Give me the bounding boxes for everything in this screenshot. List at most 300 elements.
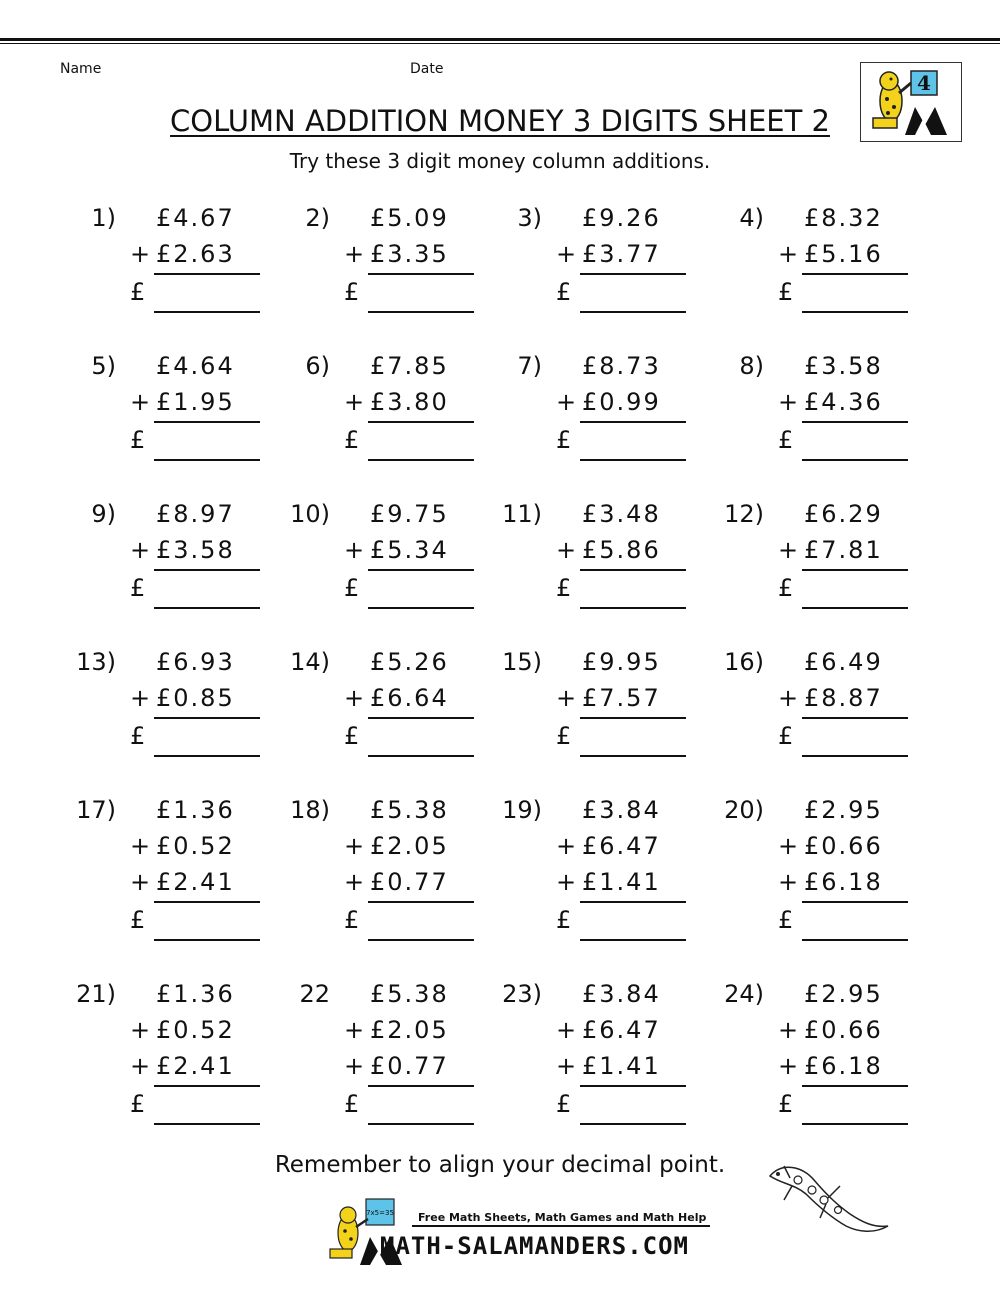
problem-number: 9)	[91, 500, 116, 528]
answer-row[interactable]	[288, 574, 498, 610]
answer-row[interactable]	[722, 278, 932, 314]
addend-value: £3.58	[804, 352, 883, 380]
addend-row	[288, 648, 498, 684]
addend-row	[288, 1052, 498, 1088]
addend-row	[500, 500, 710, 536]
plus-sign: +	[130, 1016, 153, 1044]
currency-symbol: £	[130, 426, 148, 454]
addend-row	[288, 868, 498, 904]
board-text: 7x5=35	[366, 1209, 394, 1217]
answer-row[interactable]	[722, 1090, 932, 1126]
addend-row	[500, 832, 710, 868]
addend-value: £5.34	[370, 536, 449, 564]
sum-underline	[580, 421, 686, 423]
sum-underline	[802, 1085, 908, 1087]
currency-symbol: £	[778, 722, 796, 750]
problem-23	[500, 980, 710, 1126]
addend-value: £2.41	[156, 868, 235, 896]
problem-number: 22	[299, 980, 330, 1008]
sum-underline	[368, 717, 474, 719]
currency-symbol: £	[344, 574, 362, 602]
problem-20	[722, 796, 932, 942]
answer-blank[interactable]	[154, 939, 260, 941]
addend-value: £0.66	[804, 832, 883, 860]
answer-blank[interactable]	[368, 459, 474, 461]
answer-row[interactable]	[288, 278, 498, 314]
problem-number: 10)	[290, 500, 330, 528]
addend-value: £3.77	[582, 240, 661, 268]
addend-row	[500, 1052, 710, 1088]
addend-row	[500, 536, 710, 572]
addend-row	[74, 980, 284, 1016]
plus-sign: +	[556, 1052, 579, 1080]
addend-row	[722, 536, 932, 572]
currency-symbol: £	[778, 906, 796, 934]
problem-17	[74, 796, 284, 942]
addend-value: £4.64	[156, 352, 235, 380]
addend-value: £7.81	[804, 536, 883, 564]
addend-row	[722, 204, 932, 240]
problem-10	[288, 500, 498, 610]
plus-sign: +	[344, 1052, 367, 1080]
name-label: Name	[60, 61, 102, 77]
addend-row	[500, 204, 710, 240]
sum-underline	[802, 569, 908, 571]
addend-row	[74, 536, 284, 572]
addend-row	[288, 1016, 498, 1052]
addend-row	[288, 980, 498, 1016]
problem-number: 20)	[724, 796, 764, 824]
addend-row	[722, 796, 932, 832]
plus-sign: +	[344, 1016, 367, 1044]
addend-row	[74, 868, 284, 904]
addend-row	[74, 204, 284, 240]
plus-sign: +	[778, 1016, 801, 1044]
problem-number: 24)	[724, 980, 764, 1008]
logo-divider	[412, 1225, 710, 1227]
problem-number: 1)	[91, 204, 116, 232]
addend-row	[74, 684, 284, 720]
problem-3	[500, 204, 710, 314]
problem-16	[722, 648, 932, 758]
plus-sign: +	[130, 240, 153, 268]
answer-blank[interactable]	[154, 311, 260, 313]
addend-value: £6.93	[156, 648, 235, 676]
answer-row[interactable]	[500, 1090, 710, 1126]
sum-underline	[154, 901, 260, 903]
plus-sign: +	[778, 388, 801, 416]
answer-row[interactable]	[288, 722, 498, 758]
problem-number: 12)	[724, 500, 764, 528]
answer-row[interactable]	[500, 722, 710, 758]
addend-value: £7.57	[582, 684, 661, 712]
problem-18	[288, 796, 498, 942]
currency-symbol: £	[130, 574, 148, 602]
plus-sign: +	[556, 536, 579, 564]
addend-value: £1.36	[156, 796, 235, 824]
addend-value: £6.49	[804, 648, 883, 676]
sum-underline	[802, 717, 908, 719]
addend-row	[722, 684, 932, 720]
addend-row	[288, 796, 498, 832]
sum-underline	[154, 421, 260, 423]
addend-value: £8.97	[156, 500, 235, 528]
currency-symbol: £	[778, 574, 796, 602]
addend-value: £2.95	[804, 980, 883, 1008]
answer-row[interactable]	[722, 906, 932, 942]
badge-number: 4	[917, 71, 931, 95]
answer-row[interactable]	[288, 1090, 498, 1126]
answer-row[interactable]	[722, 574, 932, 610]
addend-value: £5.16	[804, 240, 883, 268]
answer-blank[interactable]	[802, 459, 908, 461]
addend-row	[288, 388, 498, 424]
brand-tagline: Free Math Sheets, Math Games and Math Help	[418, 1211, 707, 1224]
answer-row[interactable]	[74, 722, 284, 758]
addend-value: £2.41	[156, 1052, 235, 1080]
currency-symbol: £	[556, 906, 574, 934]
addend-row	[500, 684, 710, 720]
addend-value: £8.73	[582, 352, 661, 380]
currency-symbol: £	[778, 278, 796, 306]
answer-blank[interactable]	[802, 607, 908, 609]
addend-row	[722, 832, 932, 868]
answer-row[interactable]	[722, 722, 932, 758]
addend-value: £9.26	[582, 204, 661, 232]
sum-underline	[580, 569, 686, 571]
sum-underline	[154, 273, 260, 275]
answer-blank[interactable]	[368, 755, 474, 757]
addend-value: £0.52	[156, 1016, 235, 1044]
answer-row[interactable]	[74, 426, 284, 462]
problem-number: 14)	[290, 648, 330, 676]
addend-value: £3.84	[582, 980, 661, 1008]
plus-sign: +	[344, 832, 367, 860]
answer-row[interactable]	[500, 426, 710, 462]
answer-blank[interactable]	[368, 311, 474, 313]
problem-6	[288, 352, 498, 462]
addend-row	[74, 832, 284, 868]
addend-value: £3.80	[370, 388, 449, 416]
currency-symbol: £	[344, 906, 362, 934]
sum-underline	[368, 421, 474, 423]
addend-row	[74, 240, 284, 276]
currency-symbol: £	[130, 906, 148, 934]
addend-value: £4.67	[156, 204, 235, 232]
addend-row	[500, 980, 710, 1016]
plus-sign: +	[778, 868, 801, 896]
sum-underline	[154, 1085, 260, 1087]
addend-value: £0.52	[156, 832, 235, 860]
plus-sign: +	[556, 1016, 579, 1044]
addend-value: £9.95	[582, 648, 661, 676]
answer-blank[interactable]	[802, 755, 908, 757]
problem-number: 6)	[305, 352, 330, 380]
answer-blank[interactable]	[802, 939, 908, 941]
problem-14	[288, 648, 498, 758]
addend-row	[288, 832, 498, 868]
sum-underline	[580, 717, 686, 719]
problem-21	[74, 980, 284, 1126]
problem-number: 4)	[739, 204, 764, 232]
brand-name: MATH-SALAMANDERS.COM	[380, 1232, 689, 1260]
plus-sign: +	[344, 868, 367, 896]
addend-row	[722, 352, 932, 388]
problem-2	[288, 204, 498, 314]
footer-note: Remember to align your decimal point.	[274, 1152, 726, 1178]
plus-sign: +	[344, 684, 367, 712]
problem-number: 15)	[502, 648, 542, 676]
addend-row	[74, 796, 284, 832]
sum-underline	[368, 273, 474, 275]
page-title: COLUMN ADDITION MONEY 3 DIGITS SHEET 2	[170, 104, 830, 138]
currency-symbol: £	[344, 426, 362, 454]
addend-row	[288, 352, 498, 388]
plus-sign: +	[344, 388, 367, 416]
currency-symbol: £	[778, 426, 796, 454]
answer-blank[interactable]	[154, 755, 260, 757]
plus-sign: +	[556, 684, 579, 712]
currency-symbol: £	[130, 722, 148, 750]
addend-value: £3.58	[156, 536, 235, 564]
problem-number: 18)	[290, 796, 330, 824]
addend-value: £0.85	[156, 684, 235, 712]
addend-value: £2.05	[370, 1016, 449, 1044]
answer-blank[interactable]	[368, 607, 474, 609]
top-rule	[0, 38, 1000, 44]
currency-symbol: £	[130, 1090, 148, 1118]
problem-4	[722, 204, 932, 314]
sum-underline	[580, 1085, 686, 1087]
plus-sign: +	[778, 684, 801, 712]
answer-row[interactable]	[500, 278, 710, 314]
sum-underline	[368, 1085, 474, 1087]
answer-blank[interactable]	[368, 1123, 474, 1125]
plus-sign: +	[130, 684, 153, 712]
plus-sign: +	[556, 388, 579, 416]
answer-blank[interactable]	[580, 311, 686, 313]
currency-symbol: £	[344, 722, 362, 750]
addend-value: £2.63	[156, 240, 235, 268]
addend-value: £5.09	[370, 204, 449, 232]
sum-underline	[580, 901, 686, 903]
addend-value: £0.77	[370, 868, 449, 896]
addend-value: £4.36	[804, 388, 883, 416]
plus-sign: +	[344, 240, 367, 268]
addend-value: £0.66	[804, 1016, 883, 1044]
addend-value: £7.85	[370, 352, 449, 380]
plus-sign: +	[130, 832, 153, 860]
sum-underline	[802, 421, 908, 423]
salamander-icon	[762, 1156, 892, 1246]
plus-sign: +	[344, 536, 367, 564]
addend-row	[74, 388, 284, 424]
addend-row	[74, 500, 284, 536]
problem-24	[722, 980, 932, 1126]
addend-row	[722, 1016, 932, 1052]
plus-sign: +	[556, 832, 579, 860]
answer-blank[interactable]	[580, 459, 686, 461]
problem-5	[74, 352, 284, 462]
answer-row[interactable]	[74, 574, 284, 610]
problem-22	[288, 980, 498, 1126]
addend-row	[500, 240, 710, 276]
addend-row	[722, 388, 932, 424]
addend-value: £6.64	[370, 684, 449, 712]
sum-underline	[154, 717, 260, 719]
currency-symbol: £	[778, 1090, 796, 1118]
addend-row	[500, 868, 710, 904]
plus-sign: +	[778, 240, 801, 268]
answer-blank[interactable]	[802, 1123, 908, 1125]
problem-number: 8)	[739, 352, 764, 380]
addend-row	[722, 980, 932, 1016]
problem-number: 17)	[76, 796, 116, 824]
currency-symbol: £	[344, 1090, 362, 1118]
addend-value: £0.99	[582, 388, 661, 416]
date-label: Date	[410, 61, 444, 77]
addend-value: £6.18	[804, 868, 883, 896]
answer-blank[interactable]	[802, 311, 908, 313]
addend-value: £5.26	[370, 648, 449, 676]
addend-row	[74, 352, 284, 388]
addend-value: £6.18	[804, 1052, 883, 1080]
currency-symbol: £	[344, 278, 362, 306]
currency-symbol: £	[130, 278, 148, 306]
problem-15	[500, 648, 710, 758]
addend-row	[500, 352, 710, 388]
addend-row	[500, 648, 710, 684]
addend-row	[74, 1052, 284, 1088]
plus-sign: +	[778, 832, 801, 860]
addend-row	[722, 868, 932, 904]
addend-value: £1.41	[582, 868, 661, 896]
addend-row	[722, 1052, 932, 1088]
addend-row	[74, 648, 284, 684]
problem-number: 3)	[517, 204, 542, 232]
problem-number: 5)	[91, 352, 116, 380]
addend-row	[288, 500, 498, 536]
currency-symbol: £	[556, 722, 574, 750]
addend-value: £8.32	[804, 204, 883, 232]
currency-symbol: £	[556, 426, 574, 454]
answer-row[interactable]	[500, 574, 710, 610]
answer-blank[interactable]	[154, 459, 260, 461]
problem-12	[722, 500, 932, 610]
answer-row[interactable]	[722, 426, 932, 462]
answer-row[interactable]	[74, 1090, 284, 1126]
addend-value: £3.84	[582, 796, 661, 824]
problem-1	[74, 204, 284, 314]
problem-number: 23)	[502, 980, 542, 1008]
answer-blank[interactable]	[154, 1123, 260, 1125]
problem-number: 11)	[502, 500, 542, 528]
addend-value: £5.38	[370, 980, 449, 1008]
problem-13	[74, 648, 284, 758]
plus-sign: +	[778, 536, 801, 564]
addend-value: £6.29	[804, 500, 883, 528]
answer-blank[interactable]	[580, 939, 686, 941]
addend-row	[288, 240, 498, 276]
sum-underline	[154, 569, 260, 571]
addend-row	[722, 240, 932, 276]
problem-number: 19)	[502, 796, 542, 824]
addend-value: £5.86	[582, 536, 661, 564]
problem-number: 7)	[517, 352, 542, 380]
currency-symbol: £	[556, 1090, 574, 1118]
answer-row[interactable]	[74, 278, 284, 314]
addend-value: £0.77	[370, 1052, 449, 1080]
problem-number: 21)	[76, 980, 116, 1008]
problem-19	[500, 796, 710, 942]
plus-sign: +	[130, 536, 153, 564]
addend-value: £2.05	[370, 832, 449, 860]
addend-value: £3.48	[582, 500, 661, 528]
addend-row	[74, 1016, 284, 1052]
currency-symbol: £	[556, 574, 574, 602]
problem-number: 13)	[76, 648, 116, 676]
addend-value: £6.47	[582, 1016, 661, 1044]
answer-blank[interactable]	[368, 939, 474, 941]
addend-value: £3.35	[370, 240, 449, 268]
plus-sign: +	[556, 240, 579, 268]
addend-value: £2.95	[804, 796, 883, 824]
page-subtitle: Try these 3 digit money column additions.	[289, 149, 711, 173]
addend-row	[288, 684, 498, 720]
plus-sign: +	[130, 1052, 153, 1080]
answer-blank[interactable]	[580, 755, 686, 757]
plus-sign: +	[130, 868, 153, 896]
addend-value: £8.87	[804, 684, 883, 712]
answer-row[interactable]	[500, 906, 710, 942]
sum-underline	[802, 901, 908, 903]
addend-row	[288, 536, 498, 572]
addend-row	[500, 796, 710, 832]
answer-row[interactable]	[288, 426, 498, 462]
problem-number: 16)	[724, 648, 764, 676]
addend-value: £9.75	[370, 500, 449, 528]
sum-underline	[368, 569, 474, 571]
plus-sign: +	[556, 868, 579, 896]
plus-sign: +	[130, 388, 153, 416]
addend-row	[722, 648, 932, 684]
problem-9	[74, 500, 284, 610]
problem-8	[722, 352, 932, 462]
addend-row	[722, 500, 932, 536]
answer-blank[interactable]	[580, 607, 686, 609]
addend-row	[500, 388, 710, 424]
plus-sign: +	[778, 1052, 801, 1080]
answer-row[interactable]	[74, 906, 284, 942]
answer-blank[interactable]	[580, 1123, 686, 1125]
sum-underline	[368, 901, 474, 903]
answer-row[interactable]	[288, 906, 498, 942]
addend-value: £6.47	[582, 832, 661, 860]
problem-11	[500, 500, 710, 610]
addend-value: £1.95	[156, 388, 235, 416]
problem-number: 2)	[305, 204, 330, 232]
addend-value: £5.38	[370, 796, 449, 824]
addend-value: £1.36	[156, 980, 235, 1008]
sum-underline	[802, 273, 908, 275]
currency-symbol: £	[556, 278, 574, 306]
addend-row	[500, 1016, 710, 1052]
problem-7	[500, 352, 710, 462]
addend-value: £1.41	[582, 1052, 661, 1080]
sum-underline	[580, 273, 686, 275]
addend-row	[288, 204, 498, 240]
answer-blank[interactable]	[154, 607, 260, 609]
